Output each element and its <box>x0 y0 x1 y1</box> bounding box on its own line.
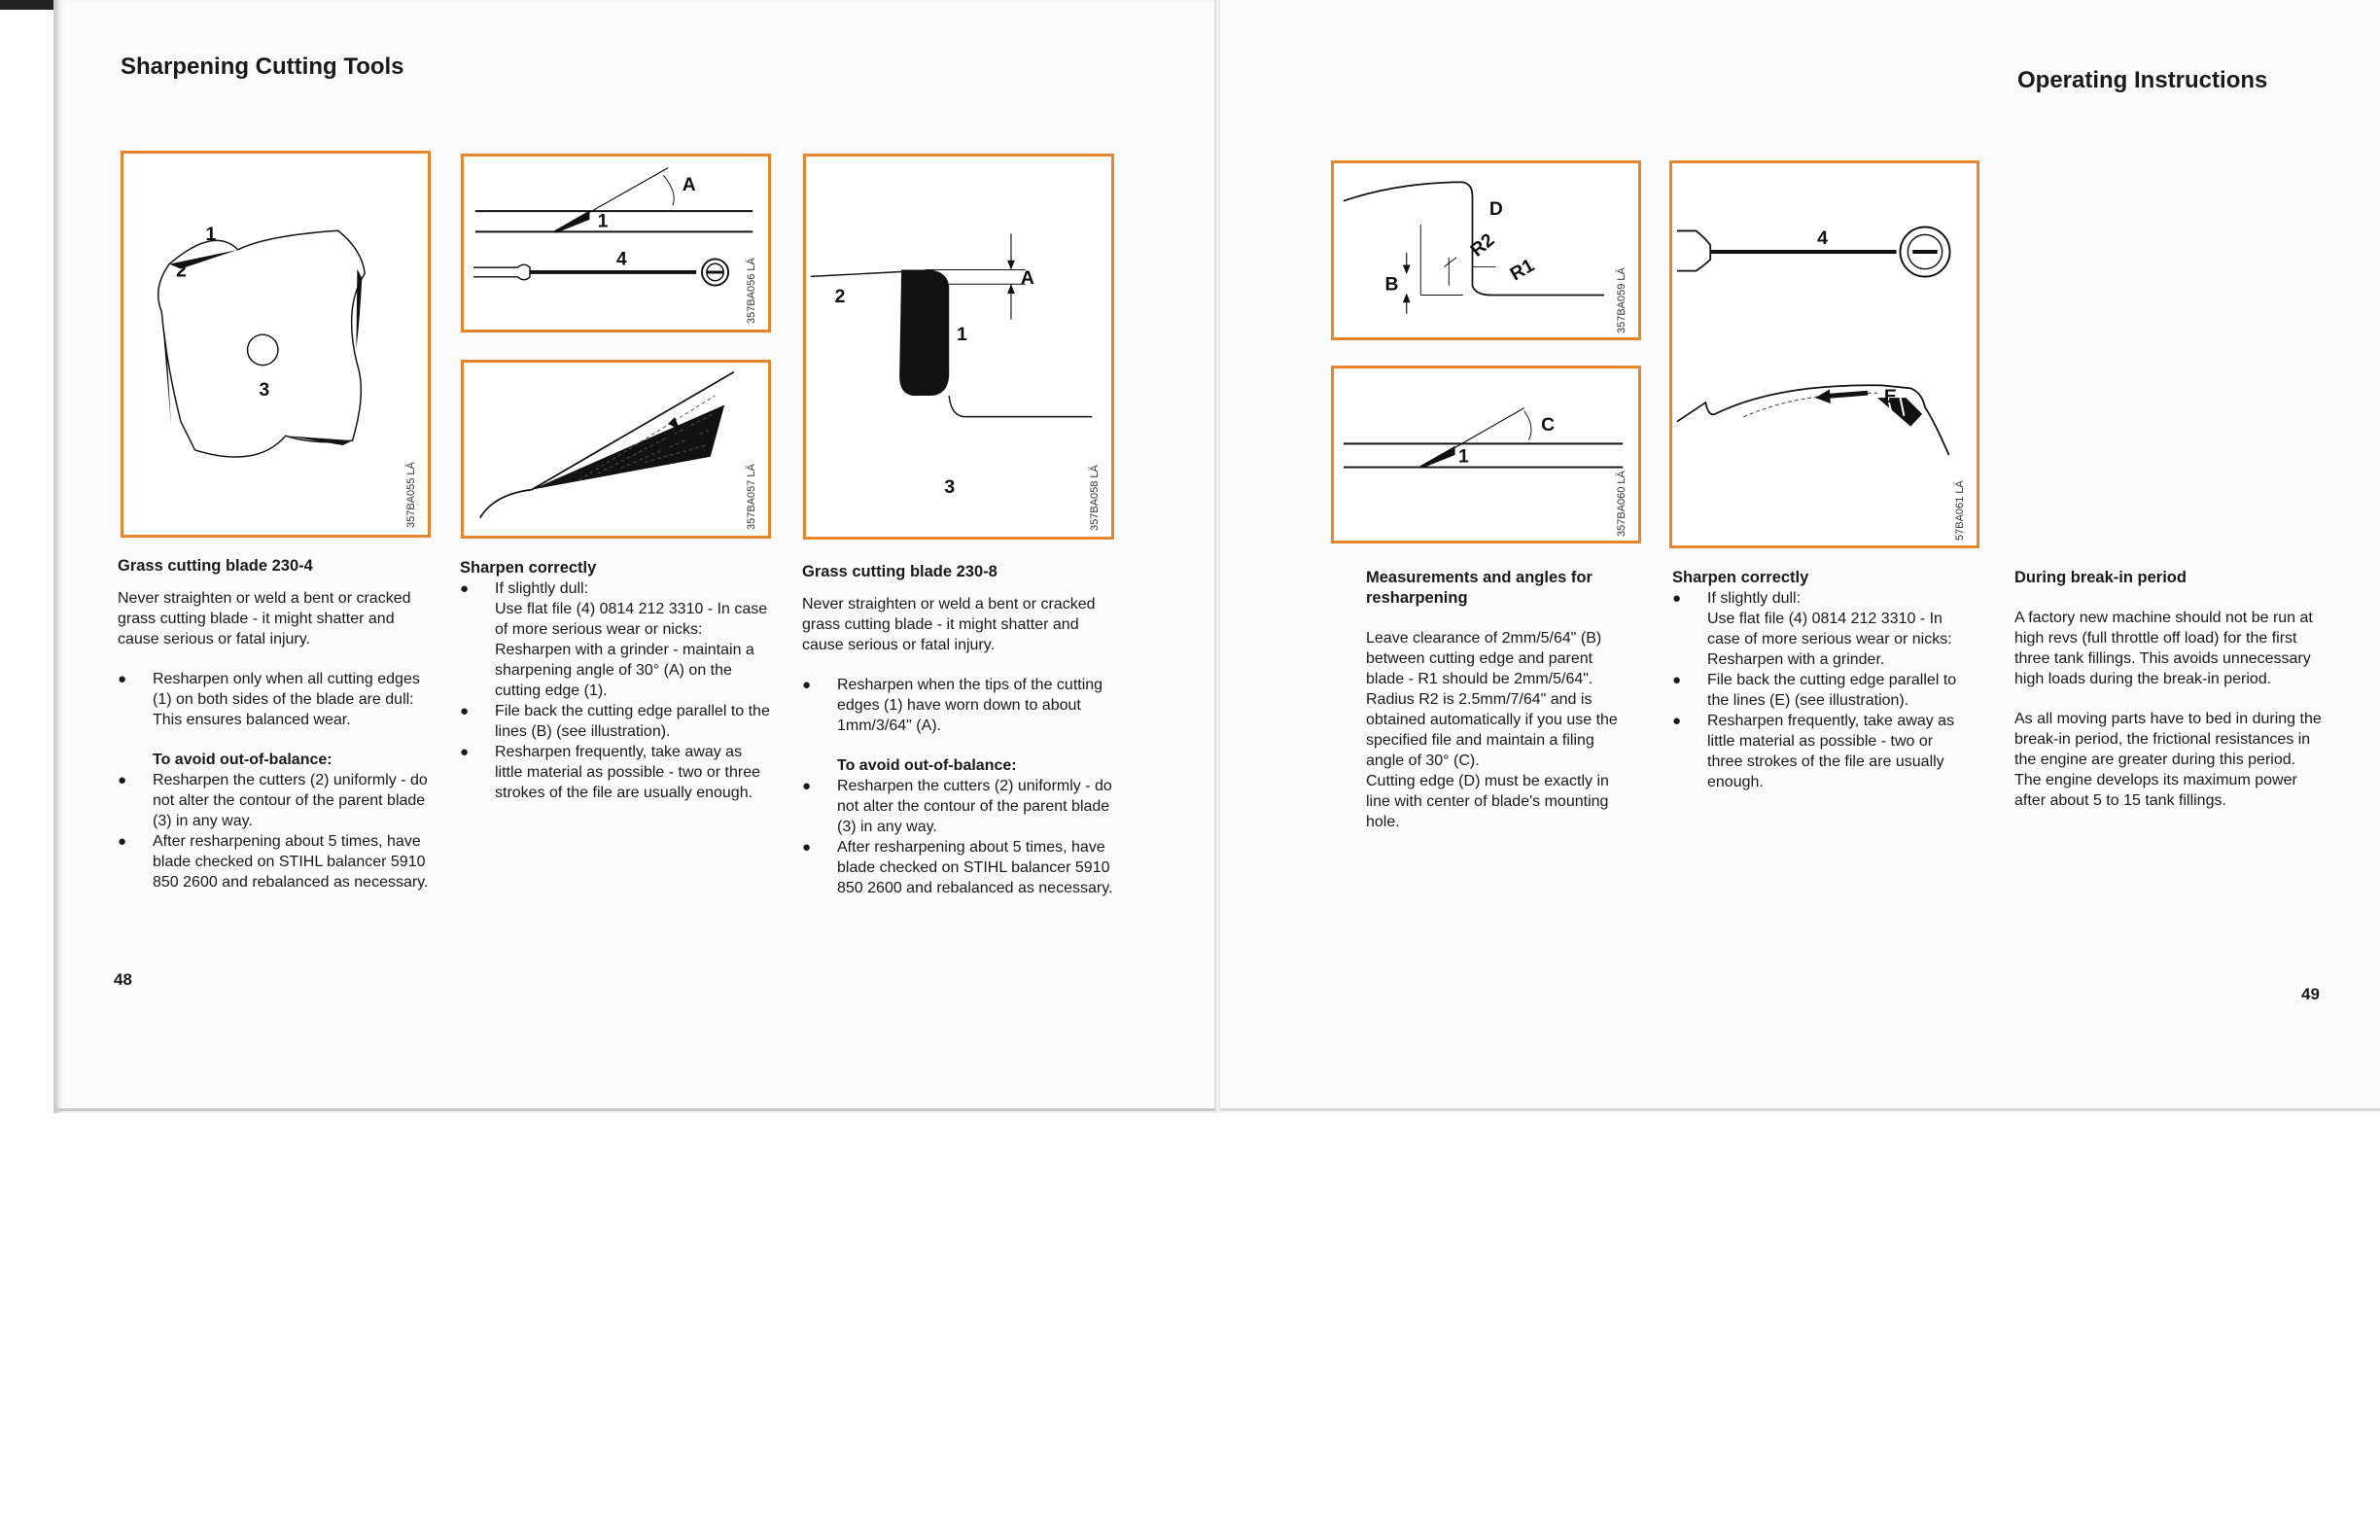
page-title-right: Operating Instructions <box>2017 67 2268 93</box>
bullet-list <box>1672 588 1964 792</box>
column-sharpen-correctly <box>460 558 771 822</box>
blade-230-4-drawing <box>123 154 428 535</box>
label-A: A <box>1020 267 1034 290</box>
label-1: 1 <box>957 324 967 346</box>
bullet-item: ● After resharpening about 5 times, have blade checked on STIHL balancer 5910 850 2600 and rebalanced as necessary. <box>802 837 1113 898</box>
figure-blade-230-8 <box>803 154 1114 540</box>
label-B: B <box>1384 273 1399 296</box>
bullet-list <box>802 675 1113 736</box>
label-3: 3 <box>944 476 956 499</box>
figure-code: 357BA057 LÄ <box>746 464 757 530</box>
label-E: E <box>1883 386 1897 408</box>
page-number-right: 49 <box>2301 985 2320 1003</box>
figure-file-and-lines <box>1669 160 1979 548</box>
body-text: A factory new machine should not be run at high revs (full throttle off load) for the first three tank fillings. This avoids unnecessary high loads during the break-in period. <box>2014 610 2313 687</box>
heading: Grass cutting blade 230-8 <box>802 563 998 580</box>
heading: During break-in period <box>2014 569 2187 586</box>
label-1: 1 <box>1457 445 1469 468</box>
figure-filing-angle <box>1331 366 1641 543</box>
figure-sharpening-angle <box>461 154 771 332</box>
column-break-in <box>2014 568 2326 830</box>
bullet-item: ● If slightly dull: <box>460 578 771 599</box>
intro-text: Never straighten or weld a bent or cracked grass cutting blade - it might shatter and cause serious or fatal injury. <box>802 596 1096 653</box>
figure-code: 357BA055 LÄ <box>405 462 417 528</box>
bullet-item: ● Resharpen only when all cutting edges (1) on both sides of the blade are dull: This ensures balanced wear. <box>118 669 429 730</box>
figure-code: 357BA059 LÄ <box>1616 267 1628 333</box>
bullet-list <box>460 578 771 803</box>
page-title-left: Sharpening Cutting Tools <box>121 53 404 80</box>
figure-code: 357BA056 LÄ <box>746 258 757 324</box>
bullet-list <box>802 776 1113 898</box>
label-R2: R2 <box>1466 228 1499 262</box>
bullet-item: ● Resharpen frequently, take away as little material as possible - two or three strokes of the file are usually enough. <box>1672 711 1964 792</box>
label-2: 2 <box>834 285 846 307</box>
body-text: Cutting edge (D) must be exactly in line with center of blade's mounting hole. <box>1366 773 1609 830</box>
label-4: 4 <box>615 248 627 270</box>
bullet-item: ● File back the cutting edge parallel to the lines (E) (see illustration). <box>1672 670 1964 711</box>
bullet-item: ● Resharpen when the tips of the cutting edges (1) have worn down to about 1mm/3/64" (A). <box>802 675 1113 736</box>
bullet-list <box>118 669 429 730</box>
label-3: 3 <box>259 378 270 401</box>
sharpening-angle-drawing <box>464 157 768 330</box>
body-text: The engine develops its maximum power after about 5 to 15 tank fillings. <box>2014 772 2297 809</box>
label-1: 1 <box>205 224 217 246</box>
intro-text: Never straighten or weld a bent or cracked grass cutting blade - it might shatter and cause serious or fatal injury. <box>118 590 411 648</box>
column-sharpen-correctly-right <box>1672 568 1964 812</box>
label-R1: R1 <box>1506 254 1538 286</box>
heading: Sharpen correctly <box>460 559 597 577</box>
label-2: 2 <box>175 260 187 282</box>
bullet-item: ● Resharpen frequently, take away as little material as possible - two or three strokes of the file are usually enough. <box>460 742 771 803</box>
right-page-edge <box>1220 1108 2380 1111</box>
bullet-list <box>118 770 429 892</box>
label-1: 1 <box>597 210 609 232</box>
left-page-edge <box>53 1108 1215 1111</box>
figure-file-lines <box>461 360 771 539</box>
column-blade-230-8 <box>802 562 1113 918</box>
figure-code: 357BA058 LÄ <box>1089 465 1101 531</box>
label-A: A <box>682 173 696 195</box>
filing-angle-drawing <box>1334 368 1638 541</box>
bullet-continuation: Use flat file (4) 0814 212 3310 - In case of more serious wear or nicks: Resharpen with a grinder - maintain a sharpening angle of 30° (A) on the cutting edge (1). <box>495 601 768 699</box>
heading: Measurements and angles for resharpening <box>1366 569 1592 607</box>
figure-measurements <box>1331 160 1641 340</box>
file-and-lines-drawing <box>1672 163 1977 545</box>
figure-code: 357BA060 LÄ <box>1616 471 1628 537</box>
bullet-item: ● Resharpen the cutters (2) uniformly - do not alter the contour of the parent blade (3) in any way. <box>118 770 429 831</box>
blade-230-8-drawing <box>806 157 1111 537</box>
bullet-item: ● After resharpening about 5 times, have blade checked on STIHL balancer 5910 850 2600 and rebalanced as necessary. <box>118 831 429 892</box>
column-measurements <box>1366 568 1633 852</box>
label-4: 4 <box>1817 228 1829 250</box>
bullet-item: ● File back the cutting edge parallel to the lines (B) (see illustration). <box>460 701 771 742</box>
bullet-item: ● Resharpen the cutters (2) uniformly - do not alter the contour of the parent blade (3) in any way. <box>802 776 1113 837</box>
figure-code: 57BA061 LÄ <box>1954 480 1966 541</box>
measurements-drawing <box>1334 163 1638 337</box>
body-text: As all moving parts have to bed in during the break-in period, the frictional resistances in the engine are greater during this period. <box>2014 711 2322 768</box>
label-B: B <box>683 423 698 445</box>
bullet-item: ● If slightly dull: <box>1672 588 1964 609</box>
heading: Grass cutting blade 230-4 <box>118 557 313 575</box>
column-blade-230-4 <box>118 556 429 912</box>
subheading: To avoid out-of-balance: <box>837 757 1017 774</box>
label-C: C <box>1541 413 1556 436</box>
heading: Sharpen correctly <box>1672 569 1809 586</box>
figure-blade-230-4 <box>121 151 431 538</box>
file-lines-drawing <box>464 363 768 536</box>
label-D: D <box>1488 198 1503 221</box>
body-text: Leave clearance of 2mm/5/64" (B) between cutting edge and parent blade - R1 should be 2mm/5/64". Radius R2 is 2.5mm/7/64" and is obtained automatically if you use the specified file and maintain a filing angle of 30° (C). <box>1366 630 1618 769</box>
page-number-left: 48 <box>114 970 132 989</box>
subheading: To avoid out-of-balance: <box>153 752 332 768</box>
bullet-continuation: Use flat file (4) 0814 212 3310 - In case of more serious wear or nicks: Resharpen with a grinder. <box>1707 611 1952 668</box>
